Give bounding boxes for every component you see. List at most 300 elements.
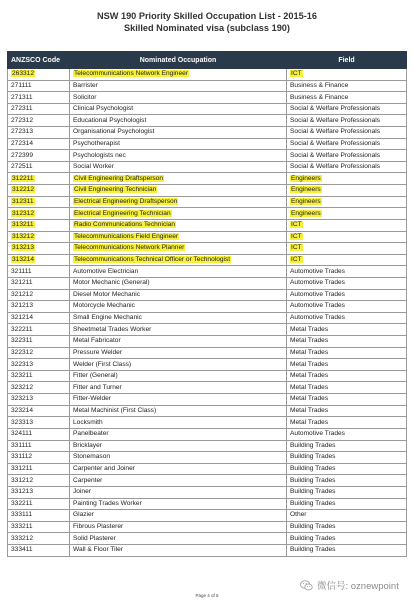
cell-code-text: 331112 (11, 453, 33, 461)
table-row (8, 428, 407, 440)
cell-occupation (70, 359, 287, 371)
cell-occupation (70, 336, 287, 348)
cell-occupation (70, 533, 287, 545)
cell-field (287, 92, 407, 104)
table-header (8, 52, 407, 69)
table-row (8, 417, 407, 429)
cell-field (287, 312, 407, 324)
cell-occupation (70, 475, 287, 487)
cell-field (287, 115, 407, 127)
cell-occupation (70, 103, 287, 115)
cell-field-text: Automotive Trades (290, 267, 345, 275)
table-row (8, 544, 407, 556)
cell-occupation-text: Clinical Psychologist (73, 105, 134, 113)
cell-occupation-text: Electrical Engineering Technician (74, 209, 171, 217)
cell-field (287, 405, 407, 417)
cell-code (8, 185, 70, 197)
cell-occupation-text: Glazier (73, 511, 94, 519)
cell-code (8, 173, 70, 185)
cell-code (8, 69, 70, 81)
cell-code-text: 331211 (11, 465, 33, 473)
cell-occupation (70, 394, 287, 406)
cell-occupation-text: Telecommunications Technical Officer or Technologist (74, 256, 231, 264)
cell-code-text: 272511 (11, 163, 33, 171)
cell-occupation-text: Civil Engineering Technician (74, 186, 157, 194)
table-row (8, 127, 407, 139)
cell-code-text: 271111 (11, 81, 32, 89)
cell-field-text: Engineers (291, 198, 321, 205)
cell-occupation (70, 173, 287, 185)
cell-field-text: Metal Trades (290, 372, 329, 380)
cell-code-text: 321111 (11, 267, 32, 275)
cell-occupation (70, 196, 287, 208)
cell-field (287, 544, 407, 556)
cell-occupation (70, 486, 287, 498)
document-header (0, 10, 414, 34)
cell-code (8, 510, 70, 522)
table-row (8, 533, 407, 545)
cell-occupation (70, 440, 287, 452)
cell-code (8, 289, 70, 301)
cell-occupation-text: Bricklayer (73, 441, 102, 449)
cell-occupation (70, 428, 287, 440)
cell-code-text: 312311 (12, 198, 34, 205)
cell-occupation-text: Motorcycle Mechanic (73, 302, 135, 310)
cell-code-text: 323213 (11, 395, 34, 403)
cell-field-text: Metal Trades (290, 383, 329, 391)
cell-field (287, 359, 407, 371)
cell-field (287, 498, 407, 510)
cell-occupation-text: Wall & Floor Tiler (73, 546, 123, 554)
cell-code-text: 312211 (12, 174, 34, 182)
cell-occupation-text: Pressure Welder (73, 348, 122, 356)
cell-occupation (70, 312, 287, 324)
cell-code (8, 359, 70, 371)
cell-code (8, 80, 70, 92)
cell-occupation (70, 127, 287, 139)
table-row (8, 185, 407, 197)
table-header-row (8, 52, 407, 69)
cell-field-text: Automotive Trades (290, 290, 345, 298)
cell-field (287, 277, 407, 289)
cell-field (287, 103, 407, 115)
cell-code-text: 333212 (11, 534, 34, 542)
cell-field-text: Building Trades (290, 523, 336, 531)
cell-field (287, 196, 407, 208)
cell-occupation-text: Fitter (General) (73, 372, 118, 380)
cell-code-text: 272311 (11, 105, 33, 113)
cell-code (8, 544, 70, 556)
cell-occupation-text: Barrister (73, 81, 98, 89)
cell-code (8, 243, 70, 255)
cell-code-text: 331213 (11, 488, 34, 496)
cell-code (8, 103, 70, 115)
cell-occupation-text: Radio Communications Technician (74, 221, 176, 229)
cell-code (8, 127, 70, 139)
table-row (8, 347, 407, 359)
cell-code (8, 486, 70, 498)
cell-occupation-text: Small Engine Mechanic (73, 314, 142, 322)
cell-occupation-text: Telecommunications Network Engineer (74, 70, 188, 78)
cell-field-text: ICT (291, 244, 302, 252)
cell-code (8, 138, 70, 150)
cell-occupation (70, 498, 287, 510)
table-row (8, 370, 407, 382)
cell-occupation-text: Fitter-Welder (73, 395, 111, 403)
cell-field (287, 347, 407, 359)
cell-code-text: 321211 (11, 279, 33, 287)
cell-field (287, 428, 407, 440)
column-header-code: ANZSCO Code (8, 52, 70, 69)
cell-code (8, 115, 70, 127)
cell-field (287, 440, 407, 452)
column-header-field: Field (287, 52, 407, 69)
cell-field-text: Metal Trades (290, 418, 329, 426)
cell-field (287, 417, 407, 429)
cell-occupation (70, 370, 287, 382)
cell-field-text: Social & Welfare Professionals (290, 139, 381, 147)
cell-code-text: 272314 (11, 139, 34, 147)
cell-code (8, 394, 70, 406)
cell-occupation-text: Carpenter and Joiner (73, 465, 135, 473)
cell-field (287, 289, 407, 301)
cell-field-text: Automotive Trades (290, 430, 345, 438)
page-number: Page 4 of 5 (195, 593, 219, 598)
cell-code (8, 150, 70, 162)
cell-code-text: 272312 (11, 116, 34, 124)
cell-code-text: 323313 (11, 418, 34, 426)
watermark (300, 578, 399, 592)
cell-code (8, 452, 70, 464)
cell-field (287, 231, 407, 243)
cell-code-text: 312212 (12, 186, 35, 194)
cell-occupation-text: Metal Fabricator (73, 337, 121, 345)
table-row (8, 301, 407, 313)
cell-occupation (70, 231, 287, 243)
table-row (8, 486, 407, 498)
cell-code (8, 370, 70, 382)
table-row (8, 359, 407, 371)
cell-occupation (70, 161, 287, 173)
cell-code-text: 331111 (11, 441, 32, 449)
cell-code (8, 266, 70, 278)
table-row (8, 312, 407, 324)
cell-field (287, 463, 407, 475)
table-row (8, 243, 407, 255)
cell-occupation-text: Stonemason (73, 453, 111, 461)
table-row (8, 219, 407, 231)
cell-occupation (70, 521, 287, 533)
table-row (8, 150, 407, 162)
table-row (8, 266, 407, 278)
cell-occupation-text: Joiner (73, 488, 91, 496)
cell-occupation (70, 324, 287, 336)
cell-occupation-text: Fitter and Turner (73, 383, 122, 391)
cell-code-text: 333411 (11, 546, 33, 554)
cell-occupation-text: Civil Engineering Draftsperson (74, 174, 164, 182)
table-body (8, 69, 407, 557)
table-row (8, 289, 407, 301)
cell-field-text: Building Trades (290, 499, 336, 507)
cell-code (8, 347, 70, 359)
table-row (8, 475, 407, 487)
cell-field-text: ICT (291, 70, 302, 78)
cell-field (287, 382, 407, 394)
cell-code (8, 417, 70, 429)
cell-code-text: 333211 (11, 523, 33, 531)
cell-occupation-text: Psychologists nec (73, 151, 126, 159)
cell-field (287, 208, 407, 220)
cell-occupation (70, 417, 287, 429)
table-row (8, 231, 407, 243)
cell-code (8, 336, 70, 348)
cell-field-text: Business & Finance (290, 81, 349, 89)
cell-code (8, 475, 70, 487)
cell-field (287, 486, 407, 498)
cell-occupation-text: Organisational Psychologist (73, 128, 155, 136)
page-subtitle: Skilled Nominated visa (subclass 190) (124, 23, 290, 33)
table-row (8, 521, 407, 533)
cell-occupation (70, 150, 287, 162)
cell-code (8, 231, 70, 243)
cell-code (8, 428, 70, 440)
cell-field-text: Engineers (291, 174, 321, 182)
cell-field-text: Other (290, 511, 307, 519)
cell-code (8, 219, 70, 231)
cell-field (287, 254, 407, 266)
cell-occupation-text: Panelbeater (73, 430, 109, 438)
cell-code (8, 196, 70, 208)
table-row (8, 196, 407, 208)
cell-field-text: ICT (291, 256, 302, 264)
cell-occupation (70, 115, 287, 127)
cell-occupation (70, 452, 287, 464)
cell-field-text: Automotive Trades (290, 279, 345, 287)
cell-occupation (70, 405, 287, 417)
table-row (8, 80, 407, 92)
cell-field (287, 324, 407, 336)
cell-field (287, 243, 407, 255)
cell-field (287, 173, 407, 185)
cell-occupation (70, 138, 287, 150)
cell-code-text: 313211 (12, 221, 34, 229)
cell-field-text: Social & Welfare Professionals (290, 105, 381, 113)
cell-occupation (70, 80, 287, 92)
cell-field-text: Engineers (291, 186, 321, 194)
cell-code-text: 323211 (11, 372, 33, 380)
cell-code-text: 333111 (11, 511, 33, 519)
cell-field (287, 452, 407, 464)
cell-occupation (70, 463, 287, 475)
cell-occupation-text: Diesel Motor Mechanic (73, 290, 141, 298)
occupation-table (7, 51, 407, 557)
cell-field-text: Metal Trades (290, 360, 329, 368)
cell-code (8, 301, 70, 313)
table-row (8, 394, 407, 406)
cell-field-text: ICT (291, 221, 302, 229)
cell-field-text: Building Trades (290, 534, 336, 542)
cell-code (8, 277, 70, 289)
cell-occupation-text: Sheetmetal Trades Worker (73, 325, 152, 333)
cell-field (287, 533, 407, 545)
cell-occupation (70, 289, 287, 301)
cell-code (8, 405, 70, 417)
cell-code-text: 322211 (11, 325, 33, 333)
cell-occupation-text: Carpenter (73, 476, 103, 484)
cell-field-text: Engineers (291, 209, 321, 217)
cell-field (287, 219, 407, 231)
cell-field (287, 266, 407, 278)
cell-code-text: 322312 (11, 348, 34, 356)
cell-occupation (70, 185, 287, 197)
cell-occupation (70, 277, 287, 289)
cell-occupation (70, 254, 287, 266)
cell-occupation-text: Metal Machinist (First Class) (73, 406, 157, 414)
cell-code (8, 312, 70, 324)
cell-occupation (70, 243, 287, 255)
cell-occupation-text: Educational Psychologist (73, 116, 147, 124)
cell-occupation-text: Painting Trades Worker (73, 499, 142, 507)
table-row (8, 452, 407, 464)
cell-field (287, 336, 407, 348)
cell-field (287, 475, 407, 487)
cell-occupation-text: Telecommunications Network Planner (74, 244, 185, 252)
table-row (8, 277, 407, 289)
cell-field-text: Building Trades (290, 453, 336, 461)
cell-occupation (70, 92, 287, 104)
table-row (8, 382, 407, 394)
table-row (8, 103, 407, 115)
cell-code (8, 463, 70, 475)
cell-code-text: 263312 (12, 70, 35, 78)
cell-occupation (70, 544, 287, 556)
cell-field-text: ICT (291, 232, 302, 240)
cell-field (287, 150, 407, 162)
table-row (8, 498, 407, 510)
cell-field (287, 394, 407, 406)
cell-field (287, 185, 407, 197)
cell-code (8, 254, 70, 266)
cell-field-text: Metal Trades (290, 337, 329, 345)
table-row (8, 208, 407, 220)
cell-occupation (70, 382, 287, 394)
cell-field-text: Metal Trades (290, 325, 329, 333)
cell-code-text: 324111 (11, 430, 33, 438)
cell-code-text: 271311 (11, 93, 33, 101)
cell-field (287, 80, 407, 92)
cell-code-text: 322311 (11, 337, 33, 345)
cell-field (287, 301, 407, 313)
cell-field-text: Automotive Trades (290, 302, 345, 310)
cell-code-text: 323214 (11, 406, 34, 414)
cell-field-text: Building Trades (290, 465, 336, 473)
cell-field-text: Business & Finance (290, 93, 349, 101)
cell-code-text: 321214 (11, 314, 34, 322)
cell-occupation (70, 266, 287, 278)
cell-field-text: Social & Welfare Professionals (290, 163, 381, 171)
cell-occupation-text: Fibrous Plasterer (73, 523, 124, 531)
cell-code-text: 272399 (11, 151, 34, 159)
cell-code (8, 521, 70, 533)
cell-code (8, 382, 70, 394)
cell-code (8, 440, 70, 452)
cell-code (8, 533, 70, 545)
table-row (8, 161, 407, 173)
cell-field-text: Building Trades (290, 488, 336, 496)
table-row (8, 440, 407, 452)
cell-occupation (70, 219, 287, 231)
cell-occupation-text: Welder (First Class) (73, 360, 132, 368)
cell-occupation-text: Automotive Electrician (73, 267, 139, 275)
cell-occupation-text: Telecommunications Field Engineer (74, 232, 179, 240)
cell-code-text: 313212 (12, 232, 35, 240)
cell-occupation-text: Social Worker (73, 163, 114, 171)
column-header-occupation: Nominated Occupation (70, 52, 287, 69)
cell-occupation (70, 347, 287, 359)
cell-code-text: 323212 (11, 383, 34, 391)
cell-code-text: 272313 (11, 128, 34, 136)
cell-occupation-text: Solid Plasterer (73, 534, 116, 542)
cell-occupation-text: Solicitor (73, 93, 97, 101)
table-row (8, 510, 407, 522)
table-row (8, 405, 407, 417)
table-row (8, 463, 407, 475)
page-title: NSW 190 Priority Skilled Occupation List - 2015-16 (96, 11, 318, 21)
cell-code-text: 321213 (11, 302, 34, 310)
table-row (8, 173, 407, 185)
cell-field-text: Metal Trades (290, 395, 329, 403)
cell-field-text: Building Trades (290, 441, 336, 449)
cell-code-text: 312312 (12, 209, 35, 217)
cell-field (287, 127, 407, 139)
cell-field-text: Building Trades (290, 476, 336, 484)
cell-occupation (70, 69, 287, 81)
cell-field (287, 510, 407, 522)
cell-code-text: 332211 (11, 499, 33, 507)
cell-code-text: 322313 (11, 360, 34, 368)
cell-occupation (70, 208, 287, 220)
cell-field-text: Building Trades (290, 546, 336, 554)
cell-occupation (70, 510, 287, 522)
cell-field (287, 370, 407, 382)
cell-occupation-text: Locksmith (73, 418, 103, 426)
cell-occupation (70, 301, 287, 313)
table-row (8, 336, 407, 348)
cell-code (8, 161, 70, 173)
cell-occupation-text: Electrical Engineering Draftsperson (74, 198, 178, 205)
cell-field (287, 521, 407, 533)
cell-field-text: Social & Welfare Professionals (290, 128, 381, 136)
cell-code (8, 324, 70, 336)
table-row (8, 138, 407, 150)
table-row (8, 69, 407, 81)
table-row (8, 115, 407, 127)
cell-field-text: Automotive Trades (290, 314, 345, 322)
cell-code-text: 331212 (11, 476, 34, 484)
cell-code-text: 313213 (12, 244, 35, 252)
cell-code-text: 313214 (12, 256, 35, 264)
cell-code-text: 321212 (11, 290, 34, 298)
cell-field-text: Metal Trades (290, 406, 329, 414)
table-row (8, 92, 407, 104)
table-row (8, 324, 407, 336)
cell-field-text: Metal Trades (290, 348, 329, 356)
cell-occupation-text: Psychotherapist (73, 139, 120, 147)
cell-field (287, 161, 407, 173)
cell-code (8, 208, 70, 220)
table-row (8, 254, 407, 266)
cell-code (8, 498, 70, 510)
